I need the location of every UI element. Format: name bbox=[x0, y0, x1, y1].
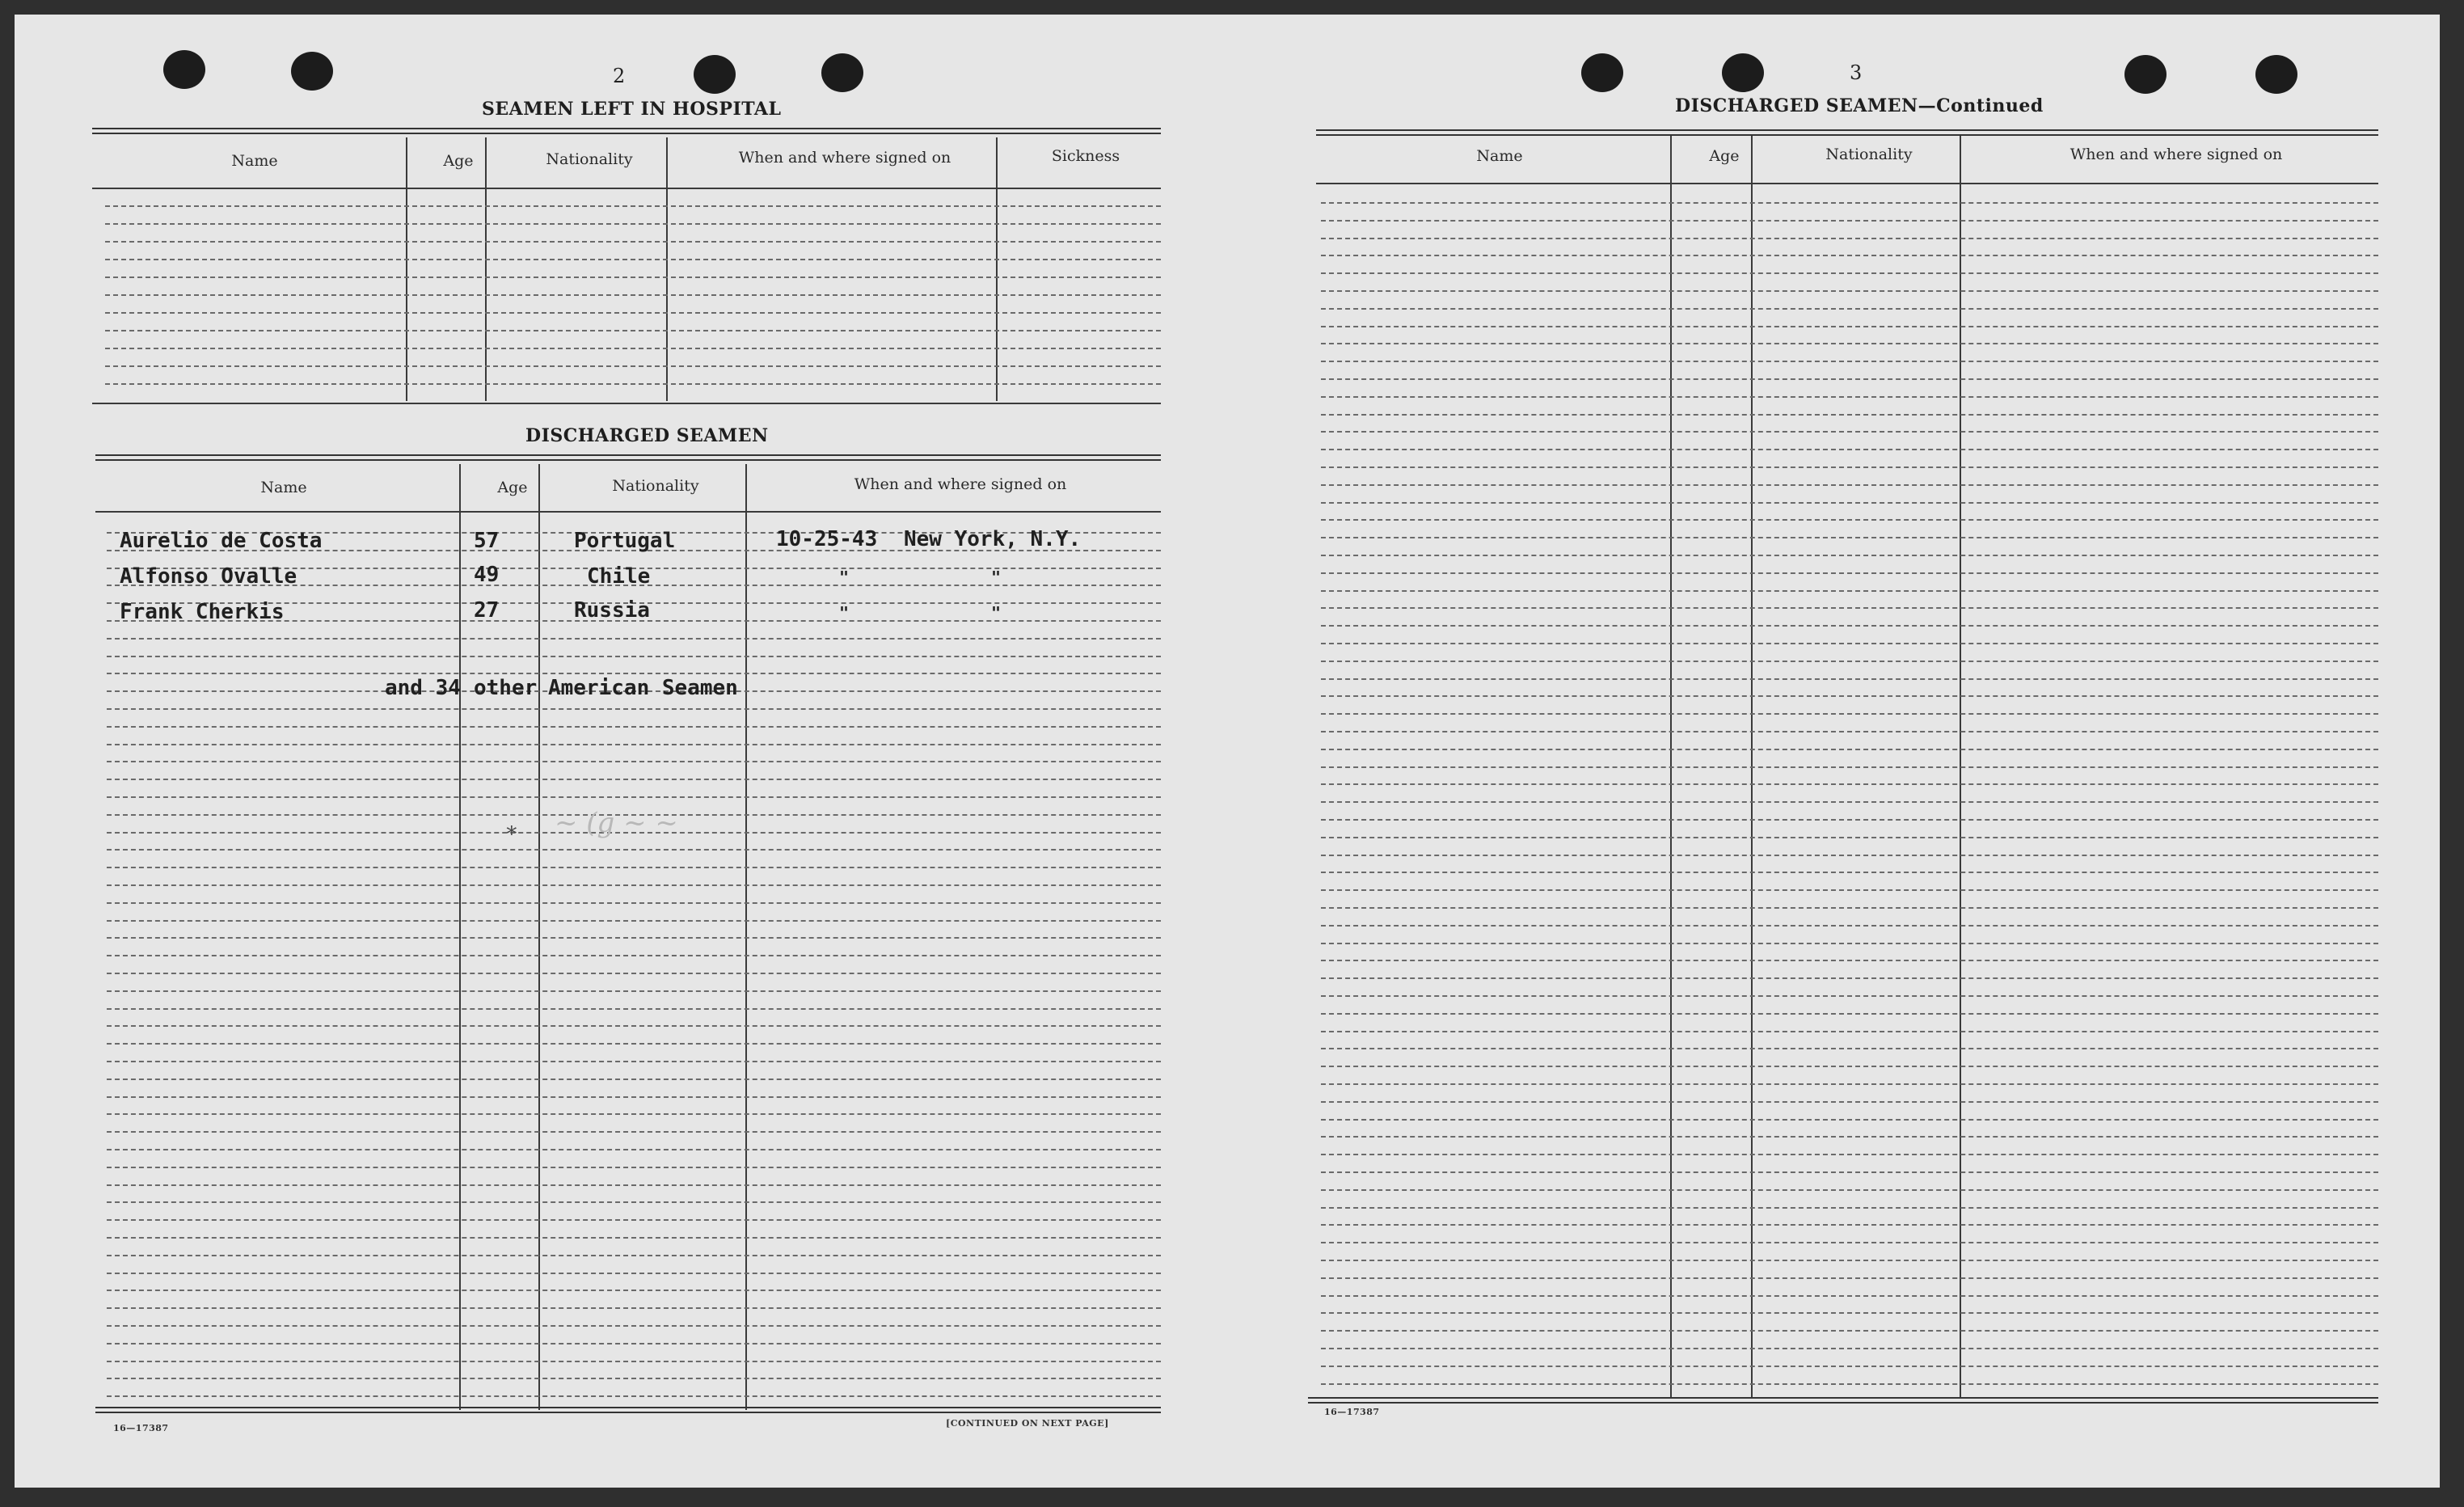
ruled-line bbox=[107, 920, 1161, 922]
ruled-line bbox=[105, 241, 1161, 243]
ruled-line bbox=[1321, 1154, 2378, 1155]
ruled-line bbox=[1321, 766, 2378, 768]
ditto-mark: " bbox=[991, 568, 1002, 587]
ruled-line bbox=[105, 330, 1161, 331]
ruled-line bbox=[107, 1219, 1161, 1221]
ruled-line bbox=[1321, 396, 2378, 398]
ruled-line bbox=[1321, 837, 2378, 838]
ruled-line bbox=[1321, 519, 2378, 521]
ruled-line bbox=[1321, 290, 2378, 292]
ruled-line bbox=[107, 796, 1161, 798]
ruled-line bbox=[1321, 1242, 2378, 1243]
col-header-name: Name bbox=[1476, 147, 1523, 165]
ruled-line bbox=[1321, 1330, 2378, 1332]
col-header-age: Age bbox=[443, 152, 474, 170]
ruled-line bbox=[1321, 272, 2378, 274]
ruled-line bbox=[107, 973, 1161, 974]
ditto-mark: " bbox=[991, 603, 1002, 623]
ruled-line bbox=[1321, 572, 2378, 574]
ruled-line bbox=[107, 638, 1161, 640]
ruled-line bbox=[1321, 995, 2378, 997]
discharged-title: DISCHARGED SEAMEN bbox=[525, 425, 769, 446]
seaman-age: 57 bbox=[474, 529, 500, 553]
ruled-line bbox=[1321, 695, 2378, 697]
ruled-line bbox=[1321, 308, 2378, 310]
summary-count: and 34 bbox=[385, 676, 461, 700]
ruled-line bbox=[1321, 431, 2378, 433]
seaman-nationality: Russia bbox=[574, 598, 650, 623]
ruled-line bbox=[1321, 872, 2378, 873]
punch-hole bbox=[1722, 53, 1764, 92]
ruled-line bbox=[1321, 977, 2378, 979]
col-header-age: Age bbox=[1709, 147, 1740, 165]
seaman-nationality: Portugal bbox=[574, 529, 676, 553]
ruled-line bbox=[1321, 1101, 2378, 1103]
ruled-line bbox=[1321, 1366, 2378, 1367]
signed-place: New York, N.Y. bbox=[904, 527, 1082, 551]
ruled-line bbox=[107, 1184, 1161, 1186]
seaman-age: 27 bbox=[474, 598, 500, 623]
ruled-line bbox=[1321, 1066, 2378, 1067]
ruled-line bbox=[1321, 1189, 2378, 1191]
ruled-line bbox=[1321, 801, 2378, 803]
ruled-line bbox=[1321, 238, 2378, 239]
punch-hole bbox=[2255, 55, 2297, 94]
seaman-name: Frank Cherkis bbox=[120, 600, 285, 624]
ruled-line bbox=[1321, 378, 2378, 380]
col-header-signed-on: When and where signed on bbox=[854, 475, 1067, 493]
ruled-line bbox=[1321, 819, 2378, 821]
ruled-line bbox=[105, 205, 1161, 207]
ruled-line bbox=[107, 1096, 1161, 1098]
ruled-line bbox=[107, 1237, 1161, 1239]
header-rule bbox=[95, 511, 1161, 513]
ruled-line bbox=[1321, 889, 2378, 891]
asterisk-mark: ∗ bbox=[504, 818, 519, 842]
header-rule bbox=[92, 188, 1161, 189]
column-divider bbox=[406, 137, 407, 401]
ruled-line bbox=[107, 990, 1161, 992]
ruled-line bbox=[107, 744, 1161, 745]
ruled-line bbox=[1321, 1277, 2378, 1279]
ruled-line bbox=[107, 937, 1161, 939]
signed-date: 10-25-43 bbox=[776, 527, 878, 551]
ruled-line bbox=[1321, 607, 2378, 609]
col-header-age: Age bbox=[497, 479, 528, 496]
ruled-line bbox=[1321, 466, 2378, 468]
ruled-line bbox=[1321, 925, 2378, 927]
ruled-line bbox=[107, 1307, 1161, 1309]
ruled-line bbox=[1321, 1013, 2378, 1015]
table-bottom-rule bbox=[95, 1407, 1161, 1413]
ruled-line bbox=[107, 1113, 1161, 1115]
ruled-line bbox=[1321, 783, 2378, 785]
ruled-line bbox=[105, 259, 1161, 260]
seaman-name: Aurelio de Costa bbox=[120, 529, 323, 553]
ruled-line bbox=[107, 1290, 1161, 1291]
ruled-line bbox=[107, 1061, 1161, 1062]
column-divider bbox=[996, 137, 998, 401]
title-suffix: —Continued bbox=[1918, 95, 2044, 116]
ruled-line bbox=[107, 1378, 1161, 1379]
seaman-age: 49 bbox=[474, 563, 500, 587]
ruled-line bbox=[105, 294, 1161, 296]
ruled-line bbox=[1321, 907, 2378, 909]
ruled-line bbox=[1321, 731, 2378, 732]
seaman-name: Alfonso Ovalle bbox=[120, 564, 297, 589]
discharged-continued-title bbox=[1675, 95, 2044, 116]
ruled-line bbox=[1321, 1260, 2378, 1261]
column-divider bbox=[485, 137, 487, 401]
ruled-line bbox=[1321, 1224, 2378, 1226]
table-bottom-rule bbox=[92, 403, 1161, 404]
column-divider bbox=[666, 137, 668, 401]
ruled-line bbox=[105, 365, 1161, 367]
ruled-line bbox=[1321, 1136, 2378, 1138]
ruled-line bbox=[107, 1167, 1161, 1168]
col-header-name: Name bbox=[231, 152, 278, 170]
col-header-nationality: Nationality bbox=[1825, 146, 1913, 163]
punch-hole bbox=[291, 52, 333, 91]
ruled-line bbox=[107, 656, 1161, 657]
ruled-line bbox=[1321, 1083, 2378, 1085]
ruled-line bbox=[1321, 1119, 2378, 1121]
ruled-line bbox=[1321, 326, 2378, 327]
page-number: 3 bbox=[1850, 61, 1863, 84]
ruled-line bbox=[1321, 343, 2378, 344]
ruled-line bbox=[1321, 1207, 2378, 1209]
ruled-line bbox=[1321, 1031, 2378, 1032]
ruled-line bbox=[107, 849, 1161, 851]
ruled-line bbox=[1321, 1171, 2378, 1173]
table-top-rule bbox=[1316, 129, 2378, 136]
punch-hole bbox=[163, 50, 205, 89]
document-sheet bbox=[15, 15, 2440, 1488]
punch-hole bbox=[2124, 55, 2167, 94]
ruled-line bbox=[1321, 484, 2378, 486]
ruled-line bbox=[107, 1131, 1161, 1133]
ruled-line bbox=[107, 867, 1161, 868]
ruled-line bbox=[1321, 713, 2378, 715]
ruled-line bbox=[107, 1043, 1161, 1045]
ruled-line bbox=[1321, 202, 2378, 204]
punch-hole bbox=[821, 53, 863, 92]
ruled-line bbox=[1321, 855, 2378, 856]
ruled-line bbox=[1321, 449, 2378, 450]
summary-text: American Seamen bbox=[548, 676, 738, 700]
ruled-line bbox=[107, 726, 1161, 728]
ditto-mark: " bbox=[839, 568, 850, 587]
ruled-line bbox=[1321, 749, 2378, 750]
ruled-line bbox=[105, 312, 1161, 314]
ruled-line bbox=[1321, 678, 2378, 680]
ruled-line bbox=[1321, 1348, 2378, 1349]
header-rule bbox=[1316, 183, 2378, 184]
ruled-line bbox=[1321, 255, 2378, 256]
ruled-line bbox=[1321, 1048, 2378, 1049]
ruled-line bbox=[107, 673, 1161, 674]
col-header-nationality: Nationality bbox=[546, 150, 633, 168]
ruled-line bbox=[107, 1325, 1161, 1327]
col-header-nationality: Nationality bbox=[612, 477, 699, 495]
ruled-line bbox=[1321, 643, 2378, 644]
punch-hole bbox=[694, 55, 736, 94]
ruled-line bbox=[1321, 220, 2378, 222]
table-top-rule bbox=[95, 454, 1161, 461]
ruled-line bbox=[107, 1079, 1161, 1080]
hospital-title: SEAMEN LEFT IN HOSPITAL bbox=[482, 99, 782, 120]
ruled-line bbox=[107, 1008, 1161, 1010]
ruled-line bbox=[1321, 1383, 2378, 1385]
ruled-line bbox=[1321, 1295, 2378, 1297]
ruled-line bbox=[107, 1343, 1161, 1344]
ruled-line bbox=[1321, 943, 2378, 944]
ruled-line bbox=[107, 1255, 1161, 1256]
ruled-line bbox=[107, 708, 1161, 710]
ruled-line bbox=[107, 884, 1161, 886]
ruled-line bbox=[1321, 361, 2378, 362]
ruled-line bbox=[1321, 555, 2378, 556]
ruled-line bbox=[1321, 1312, 2378, 1314]
ruled-line bbox=[105, 276, 1161, 278]
continued-note: [CONTINUED ON NEXT PAGE] bbox=[946, 1418, 1109, 1429]
page-number: 2 bbox=[613, 65, 626, 87]
table-top-rule bbox=[92, 128, 1161, 134]
ruled-line bbox=[1321, 625, 2378, 627]
ruled-line bbox=[107, 1395, 1161, 1397]
seaman-nationality: Chile bbox=[587, 564, 651, 589]
col-header-signed-on: When and where signed on bbox=[2070, 146, 2283, 163]
summary-word: other bbox=[474, 676, 538, 700]
ditto-mark: " bbox=[839, 603, 850, 623]
ruled-line bbox=[107, 955, 1161, 956]
punch-hole bbox=[1581, 53, 1623, 92]
ruled-line bbox=[105, 223, 1161, 225]
ruled-line bbox=[107, 779, 1161, 780]
ruled-line bbox=[107, 761, 1161, 762]
ruled-line bbox=[1321, 414, 2378, 416]
title-text: DISCHARGED SEAMEN bbox=[1675, 95, 1918, 116]
ruled-line bbox=[107, 902, 1161, 904]
ruled-line bbox=[107, 1149, 1161, 1150]
form-number: 16—17387 bbox=[113, 1423, 169, 1433]
col-header-signed-on: When and where signed on bbox=[738, 149, 951, 167]
ruled-line bbox=[1321, 590, 2378, 592]
col-header-sickness: Sickness bbox=[1051, 147, 1120, 165]
form-number: 16—17387 bbox=[1324, 1407, 1380, 1417]
ruled-line bbox=[107, 1025, 1161, 1027]
ruled-line bbox=[107, 1361, 1161, 1362]
ruled-line bbox=[105, 348, 1161, 349]
ruled-line bbox=[107, 1273, 1161, 1274]
ruled-line bbox=[105, 383, 1161, 385]
ruled-line bbox=[107, 1201, 1161, 1203]
col-header-name: Name bbox=[260, 479, 307, 496]
ruled-line bbox=[1321, 537, 2378, 538]
ruled-line bbox=[1321, 661, 2378, 662]
ruled-line bbox=[1321, 960, 2378, 961]
ruled-line bbox=[1321, 502, 2378, 504]
table-bottom-rule bbox=[1308, 1397, 2378, 1404]
faded-signature: ~ (g ~ ~ bbox=[555, 807, 678, 839]
